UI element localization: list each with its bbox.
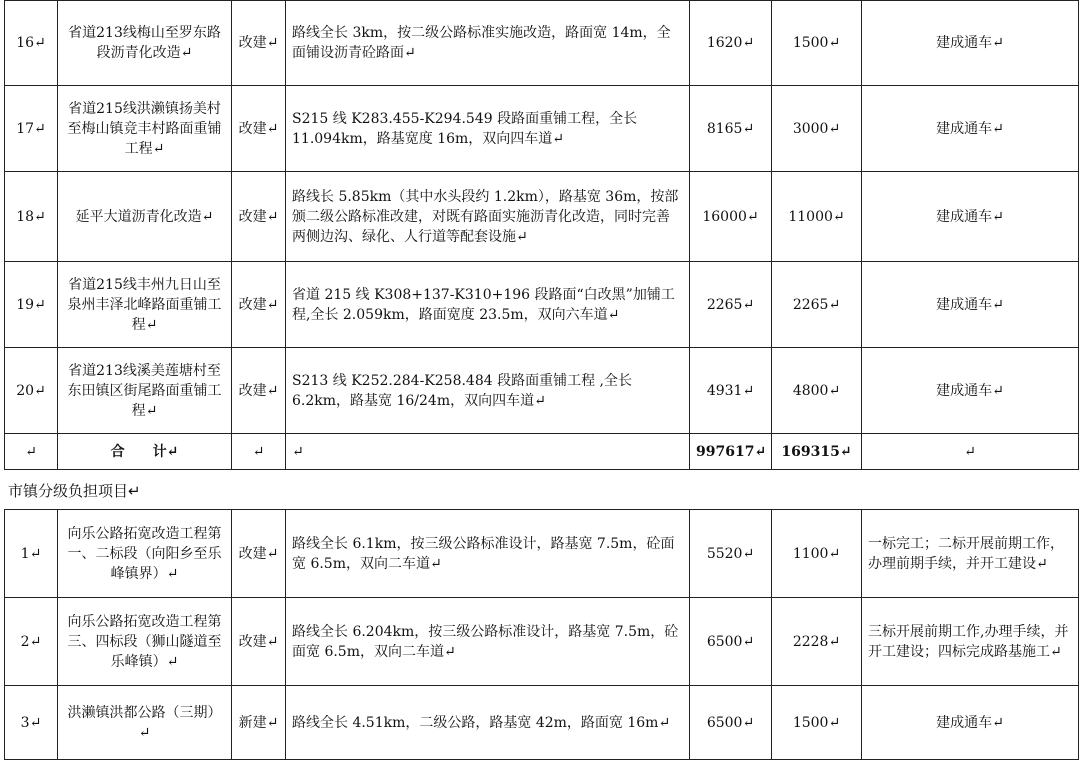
- project-name: 省道215线洪濑镇扬美村至梅山镇竞丰村路面重铺工程↵: [58, 86, 232, 172]
- completed-investment: 2265↵: [772, 262, 862, 348]
- project-name: 向乐公路拓宽改造工程第三、四标段（狮山隧道至乐峰镇）↵: [58, 598, 232, 686]
- total-investment: 997617↵: [690, 434, 772, 470]
- project-name: 省道213线梅山至罗东路段沥青化改造↵: [58, 1, 232, 86]
- table-row: [5, 348, 1079, 434]
- row-number: 20↵: [5, 348, 58, 434]
- project-table-provincial: [4, 0, 1079, 470]
- row-number: ↵: [5, 434, 58, 470]
- construction-content: 路线长 5.85km（其中水头段约 1.2km），路基宽 36m，按部颁二级公路标准改建，对既有路面实施沥青化改造，同时完善两侧边沟、绿化、人行道等配套设施↵: [286, 172, 690, 262]
- completed-investment: 1500↵: [772, 1, 862, 86]
- progress-status: 建成通车↵: [862, 1, 1079, 86]
- construction-content: 路线全长 3km，按二级公路标准实施改造，路面宽 14m，全面铺设沥青砼路面↵: [286, 1, 690, 86]
- table-row: [5, 598, 1079, 686]
- row-number: 16↵: [5, 1, 58, 86]
- progress-status: 建成通车↵: [862, 348, 1079, 434]
- construction-content: ↵: [286, 434, 690, 470]
- progress-status: 建成通车↵: [862, 686, 1079, 760]
- progress-status: 建成通车↵: [862, 262, 1079, 348]
- completed-investment: 1500↵: [772, 686, 862, 760]
- project-name: 省道213线溪美莲塘村至东田镇区街尾路面重铺工程↵: [58, 348, 232, 434]
- total-investment: 2265↵: [690, 262, 772, 348]
- total-investment: 6500↵: [690, 598, 772, 686]
- construction-type: ↵: [232, 434, 286, 470]
- construction-type: 改建↵: [232, 1, 286, 86]
- total-label: 合 计↵: [58, 434, 232, 470]
- table-row: [5, 262, 1079, 348]
- construction-type: 改建↵: [232, 598, 286, 686]
- row-number: 2↵: [5, 598, 58, 686]
- construction-type: 新建↵: [232, 686, 286, 760]
- construction-type: 改建↵: [232, 86, 286, 172]
- table-row: [5, 1, 1079, 86]
- construction-content: S215 线 K283.455-K294.549 段路面重铺工程，全长 11.094km，路基宽度 16m，双向四车道↵: [286, 86, 690, 172]
- project-table-municipal: [4, 509, 1079, 760]
- total-row: [5, 434, 1079, 470]
- row-number: 3↵: [5, 686, 58, 760]
- total-investment: 1620↵: [690, 1, 772, 86]
- progress-status: ↵: [862, 434, 1079, 470]
- total-investment: 8165↵: [690, 86, 772, 172]
- project-name: 省道215线丰州九日山至泉州丰泽北峰路面重铺工程↵: [58, 262, 232, 348]
- progress-status: 建成通车↵: [862, 86, 1079, 172]
- construction-content: 省道 215 线 K308+137-K310+196 段路面“白改黑”加铺工程,全长 2.059km，路面宽度 23.5m，双向六车道↵: [286, 262, 690, 348]
- total-investment: 6500↵: [690, 686, 772, 760]
- completed-investment: 11000↵: [772, 172, 862, 262]
- progress-status: 建成通车↵: [862, 172, 1079, 262]
- section-title: 市镇分级负担项目↵: [8, 482, 141, 500]
- project-name: 延平大道沥青化改造↵: [58, 172, 232, 262]
- row-number: 1↵: [5, 510, 58, 598]
- construction-content: 路线全长 6.1km，按三级公路标准设计，路基宽 7.5m，砼面宽 6.5m，双向二车道↵: [286, 510, 690, 598]
- row-number: 19↵: [5, 262, 58, 348]
- completed-investment: 4800↵: [772, 348, 862, 434]
- construction-content: 路线全长 4.51km，二级公路，路基宽 42m，路面宽 16m↵: [286, 686, 690, 760]
- construction-type: 改建↵: [232, 172, 286, 262]
- progress-status: 三标开展前期工作,办理手续，并开工建设；四标完成路基施工↵: [862, 598, 1079, 686]
- table-row: [5, 86, 1079, 172]
- completed-investment: 2228↵: [772, 598, 862, 686]
- construction-type: 改建↵: [232, 262, 286, 348]
- row-number: 18↵: [5, 172, 58, 262]
- row-number: 17↵: [5, 86, 58, 172]
- total-investment: 5520↵: [690, 510, 772, 598]
- total-investment: 4931↵: [690, 348, 772, 434]
- table-row: [5, 172, 1079, 262]
- project-name: 向乐公路拓宽改造工程第一、二标段（向阳乡至乐峰镇界）↵: [58, 510, 232, 598]
- completed-investment: 1100↵: [772, 510, 862, 598]
- completed-investment: 169315↵: [772, 434, 862, 470]
- total-investment: 16000↵: [690, 172, 772, 262]
- construction-content: 路线全长 6.204km，按三级公路标准设计，路基宽 7.5m，砼面宽 6.5m，双向二车道↵: [286, 598, 690, 686]
- progress-status: 一标完工；二标开展前期工作，办理前期手续，并开工建设↵: [862, 510, 1079, 598]
- completed-investment: 3000↵: [772, 86, 862, 172]
- construction-type: 改建↵: [232, 348, 286, 434]
- project-name: 洪濑镇洪都公路（三期）↵: [58, 686, 232, 760]
- table-row: [5, 686, 1079, 760]
- construction-type: 改建↵: [232, 510, 286, 598]
- construction-content: S213 线 K252.284-K258.484 段路面重铺工程 ,全长 6.2km，路基宽 16/24m，双向四车道↵: [286, 348, 690, 434]
- table-row: [5, 510, 1079, 598]
